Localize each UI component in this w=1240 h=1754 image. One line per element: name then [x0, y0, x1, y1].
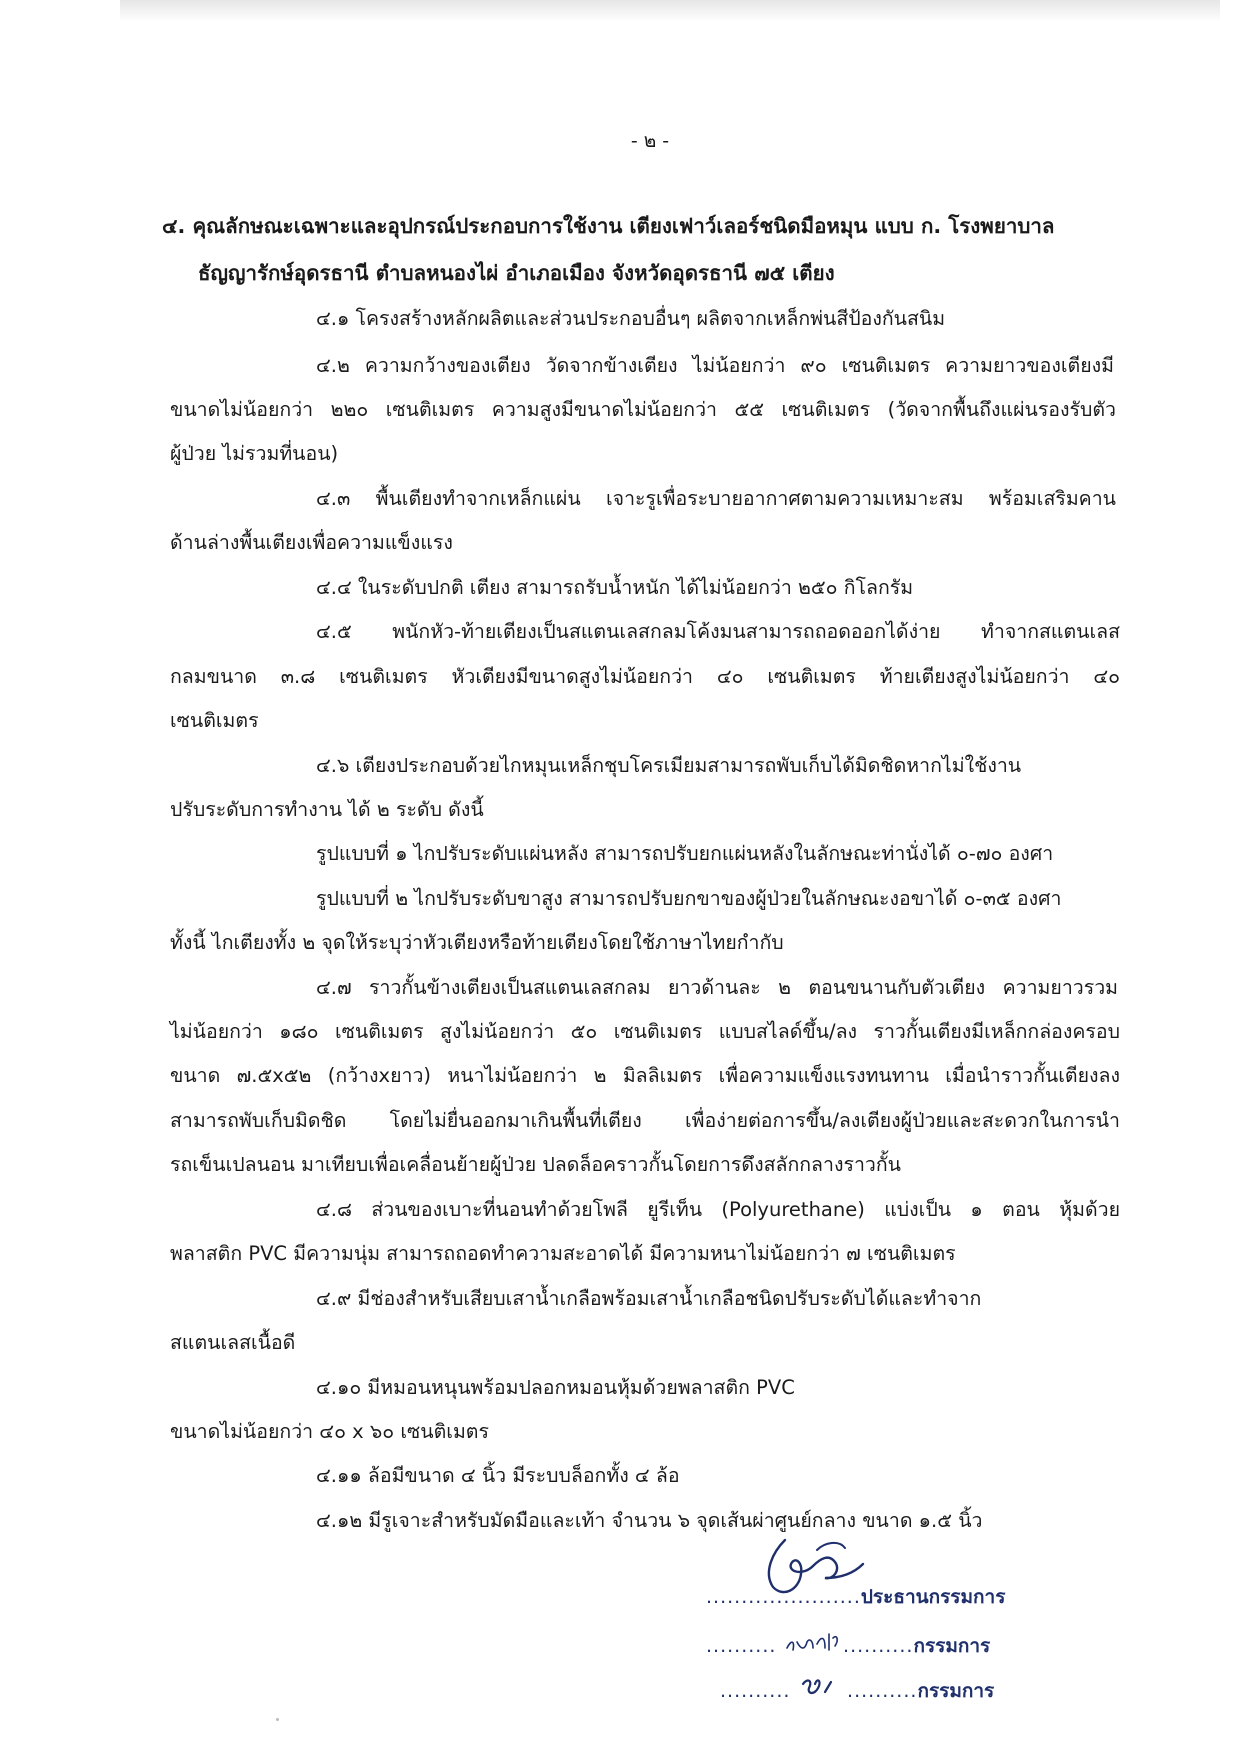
signature-line-chairman — [706, 1582, 1005, 1612]
item-4-12: ๔.๑๒ มีรูเจาะสำหรับมัดมือและเท้า จำนวน ๖ จุดเส้นผ่าศูนย์กลาง ขนาด ๑.๕ นิ้ว — [316, 1509, 983, 1532]
signature-line-member-2 — [720, 1674, 994, 1706]
page-number: - ๒ - — [630, 130, 670, 152]
item-4-9-line1: ๔.๙ มีช่องสำหรับเสียบเสาน้ำเกลือพร้อมเสาน้ำเกลือชนิดปรับระดับได้และทำจาก — [316, 1287, 982, 1310]
item-4-2-line1: ๔.๒ ความกว้างของเตียง วัดจากข้างเตียง ไม่น้อยกว่า ๙๐ เซนติเมตร ความยาวของเตียงมี — [316, 354, 1114, 377]
item-4-5-line1: ๔.๕ พนักหัว-ท้ายเตียงเป็นสแตนเลสกลมโค้งมนสามารถถอดออกได้ง่าย ทำจากสแตนเลส — [316, 620, 1120, 643]
signature-dots: .......... — [843, 1635, 914, 1657]
item-4-1: ๔.๑ โครงสร้างหลักผลิตและส่วนประกอบอื่นๆ ผลิตจากเหล็กพ่นสีป้องกันสนิม — [316, 307, 946, 330]
item-4-7-line1: ๔.๗ ราวกั้นข้างเตียงเป็นสแตนเลสกลม ยาวด้านละ ๒ ตอนขนานกับตัวเตียง ความยาวรวม — [316, 976, 1118, 999]
item-4-9-line2: สแตนเลสเนื้อดี — [170, 1331, 296, 1354]
item-4-6-form2: รูปแบบที่ ๒ ไกปรับระดับขาสูง สามารถปรับยกขาของผู้ป่วยในลักษณะงอขาได้ ๐-๓๕ องศา — [316, 887, 1062, 910]
signature-dots: ...................... — [706, 1586, 861, 1608]
item-4-4: ๔.๔ ในระดับปกติ เตียง สามารถรับน้ำหนัก ได้ไม่น้อยกว่า ๒๕๐ กิโลกรัม — [316, 576, 914, 599]
item-4-8-line2: พลาสติก PVC มีความนุ่ม สามารถถอดทำความสะอาดได้ มีความหนาไม่น้อยกว่า ๗ เซนติเมตร — [170, 1242, 956, 1265]
signature-line-member-1 — [706, 1630, 990, 1661]
item-4-7-line4: สามารถพับเก็บมิดชิด โดยไม่ยื่นออกมาเกินพื้นที่เตียง เพื่อง่ายต่อการขึ้น/ลงเตียงผู้ป่วยและสะดวกในการนำ — [170, 1109, 1120, 1132]
role-chairman: ประธานกรรมการ — [860, 1586, 1006, 1608]
item-4-5-line3: เซนติเมตร — [170, 709, 259, 732]
section-heading-line1: ๔. คุณลักษณะเฉพาะและอุปกรณ์ประกอบการใช้งาน เตียงเฟาว์เลอร์ชนิดมือหมุน แบบ ก. โรงพยาบาล — [162, 214, 1055, 238]
member2-signature — [797, 1674, 847, 1702]
role-member-2: กรรมการ — [917, 1680, 995, 1702]
signature-dots: .......... — [720, 1680, 791, 1702]
signature-dots: .......... — [847, 1680, 918, 1702]
item-4-6-line1: ๔.๖ เตียงประกอบด้วยไกหมุนเหล็กชุบโครเมียมสามารถพับเก็บได้มิดชิดหากไม่ใช้งาน — [316, 754, 1022, 777]
item-4-6-line2: ปรับระดับการทำงาน ได้ ๒ ระดับ ดังนี้ — [170, 798, 484, 821]
item-4-11: ๔.๑๑ ล้อมีขนาด ๔ นิ้ว มีระบบล็อกทั้ง ๔ ล้อ — [316, 1464, 680, 1487]
signature-dots: .......... — [706, 1635, 777, 1657]
scan-speck — [276, 1718, 279, 1721]
section-heading-line2: ธัญญารักษ์อุดรธานี ตำบลหนองไผ่ อำเภอเมือง จังหวัดอุดรธานี ๗๕ เตียง — [198, 261, 835, 285]
item-4-10-line1: ๔.๑๐ มีหมอนหนุนพร้อมปลอกหมอนหุ้มด้วยพลาสติก PVC — [316, 1376, 795, 1399]
item-4-7-line5: รถเข็นเปลนอน มาเทียบเพื่อเคลื่อนย้ายผู้ป่วย ปลดล็อคราวกั้นโดยการดึงสลักกลางราวกั้น — [170, 1153, 901, 1176]
item-4-3-line2: ด้านล่างพื้นเตียงเพื่อความแข็งแรง — [170, 531, 453, 554]
item-4-10-line2: ขนาดไม่น้อยกว่า ๔๐ x ๖๐ เซนติเมตร — [170, 1420, 489, 1443]
item-4-5-line2: กลมขนาด ๓.๘ เซนติเมตร หัวเตียงมีขนาดสูงไม่น้อยกว่า ๔๐ เซนติเมตร ท้ายเตียงสูงไม่น้อยกว่า ๔๐ — [170, 665, 1120, 688]
role-member-1: กรรมการ — [913, 1635, 991, 1657]
item-4-3-line1: ๔.๓ พื้นเตียงทำจากเหล็กแผ่น เจาะรูเพื่อระบายอากาศตามความเหมาะสม พร้อมเสริมคาน — [316, 487, 1116, 510]
item-4-6-form1: รูปแบบที่ ๑ ไกปรับระดับแผ่นหลัง สามารถปรับยกแผ่นหลังในลักษณะท่านั่งได้ ๐-๗๐ องศา — [316, 842, 1054, 865]
member1-signature — [783, 1630, 843, 1656]
item-4-7-line2: ไม่น้อยกว่า ๑๘๐ เซนติเมตร สูงไม่น้อยกว่า ๕๐ เซนติเมตร แบบสไลด์ขึ้น/ลง ราวกั้นเตียงมีเหล็กกล่องครอบ — [170, 1020, 1120, 1043]
item-4-7-line3: ขนาด ๗.๕x๕๒ (กว้างxยาว) หนาไม่น้อยกว่า ๒ มิลลิเมตร เพื่อความแข็งแรงทนทาน เมื่อนำราวกั้นเตียงลง — [170, 1064, 1120, 1087]
item-4-8-line1: ๔.๘ ส่วนของเบาะที่นอนทำด้วยโพลี ยูรีเท็น (Polyurethane) แบ่งเป็น ๑ ตอน หุ้มด้วย — [316, 1198, 1120, 1221]
scan-edge-shadow — [120, 0, 1220, 22]
item-4-6-note: ทั้งนี้ ไกเตียงทั้ง ๒ จุดให้ระบุว่าหัวเตียงหรือท้ายเตียงโดยใช้ภาษาไทยกำกับ — [170, 931, 784, 954]
item-4-2-line3: ผู้ป่วย ไม่รวมที่นอน) — [170, 442, 339, 465]
item-4-2-line2: ขนาดไม่น้อยกว่า ๒๒๐ เซนติเมตร ความสูงมีขนาดไม่น้อยกว่า ๕๕ เซนติเมตร (วัดจากพื้นถึงแผ่นรองรับตัว — [170, 398, 1116, 421]
